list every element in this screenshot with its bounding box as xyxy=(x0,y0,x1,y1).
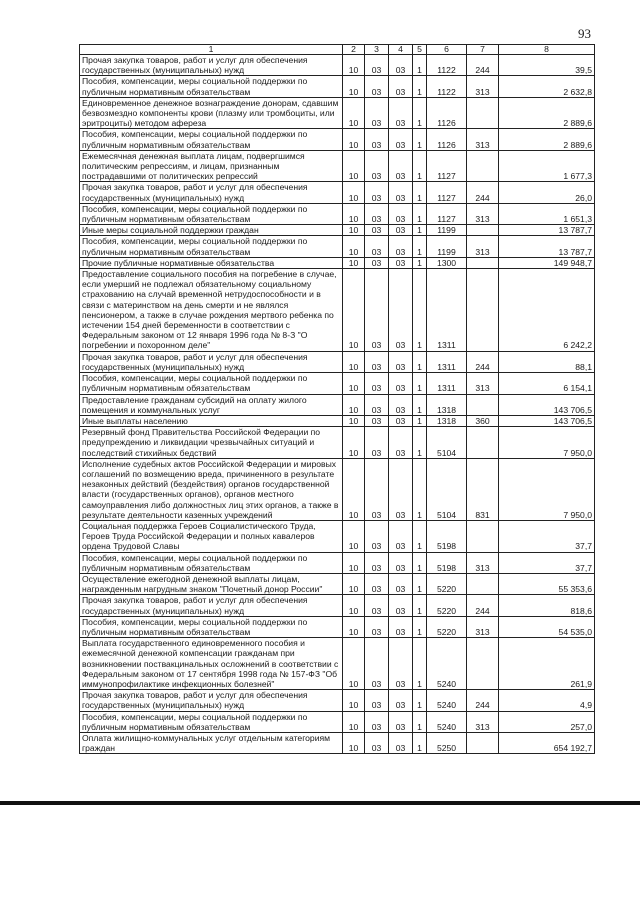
target-article-cell: 5198 xyxy=(427,552,467,573)
expense-type-cell: 244 xyxy=(467,690,499,711)
section-code-cell: 10 xyxy=(343,182,365,203)
row-name-cell: Пособия, компенсации, меры социальной поддержки по публичным нормативным обязательствам xyxy=(80,203,343,224)
section-code-cell: 10 xyxy=(343,616,365,637)
amount-cell: 54 535,0 xyxy=(499,616,595,637)
target-article-cell: 1127 xyxy=(427,203,467,224)
table-row xyxy=(80,595,595,616)
target-article-cell: 1127 xyxy=(427,150,467,182)
expense-type-cell: 313 xyxy=(467,203,499,224)
table-row xyxy=(80,616,595,637)
target-article-cell: 1126 xyxy=(427,97,467,129)
table-row xyxy=(80,733,595,754)
table-row xyxy=(80,520,595,552)
amount-cell: 55 353,6 xyxy=(499,573,595,594)
target-article-cell: 1311 xyxy=(427,351,467,372)
subprogram-code-cell: 1 xyxy=(413,552,427,573)
section-code-cell: 10 xyxy=(343,269,365,352)
amount-cell: 149 948,7 xyxy=(499,257,595,268)
expense-type-cell: 244 xyxy=(467,182,499,203)
table-row xyxy=(80,236,595,257)
subsection-code-cell: 03 xyxy=(365,394,389,415)
table-row xyxy=(80,97,595,129)
section-code-cell: 10 xyxy=(343,55,365,76)
program-code-cell: 03 xyxy=(389,182,413,203)
expense-type-cell: 244 xyxy=(467,351,499,372)
expense-type-cell xyxy=(467,394,499,415)
table-row xyxy=(80,711,595,732)
row-name-cell: Ежемесячная денежная выплата лицам, подвергшимся политическим репрессиям, и лицам, признанным пострадавшими от политических репрессий xyxy=(80,150,343,182)
target-article-cell: 1199 xyxy=(427,236,467,257)
program-code-cell: 03 xyxy=(389,520,413,552)
table-row xyxy=(80,638,595,690)
subprogram-code-cell: 1 xyxy=(413,458,427,520)
page-number: 93 xyxy=(578,26,591,41)
amount-cell: 37,7 xyxy=(499,520,595,552)
program-code-cell: 03 xyxy=(389,129,413,150)
expense-type-cell xyxy=(467,150,499,182)
amount-cell: 2 889,6 xyxy=(499,97,595,129)
subprogram-code-cell: 1 xyxy=(413,373,427,394)
row-name-cell: Пособия, компенсации, меры социальной поддержки по публичным нормативным обязательствам xyxy=(80,552,343,573)
table-row xyxy=(80,129,595,150)
amount-cell: 261,9 xyxy=(499,638,595,690)
row-name-cell: Резервный фонд Правительства Российской Федерации по предупреждению и ликвидации чрезвычайных ситуаций и последствий стихийных бедствий xyxy=(80,427,343,459)
table-row xyxy=(80,394,595,415)
table-row xyxy=(80,225,595,236)
header-cell: 2 xyxy=(343,45,365,55)
row-name-cell: Выплата государственного единовременного пособия и ежемесячной денежной компенсации гражданам при возникновении поствакцинальных осложнений в соответствии с Федеральным законом от 17 сентября 1998 года № 157-ФЗ "Об иммунопрофилактике инфекционных болезней" xyxy=(80,638,343,690)
table-row xyxy=(80,373,595,394)
amount-cell: 257,0 xyxy=(499,711,595,732)
subprogram-code-cell: 1 xyxy=(413,203,427,224)
section-code-cell: 10 xyxy=(343,394,365,415)
program-code-cell: 03 xyxy=(389,427,413,459)
table-row xyxy=(80,257,595,268)
amount-cell: 6 242,2 xyxy=(499,269,595,352)
subprogram-code-cell: 1 xyxy=(413,616,427,637)
expense-type-cell: 313 xyxy=(467,76,499,97)
row-name-cell: Прочая закупка товаров, работ и услуг для обеспечения государственных (муниципальных) нужд xyxy=(80,55,343,76)
target-article-cell: 1318 xyxy=(427,415,467,426)
expense-type-cell: 831 xyxy=(467,458,499,520)
subsection-code-cell: 03 xyxy=(365,76,389,97)
subprogram-code-cell: 1 xyxy=(413,182,427,203)
section-code-cell: 10 xyxy=(343,458,365,520)
program-code-cell: 03 xyxy=(389,236,413,257)
target-article-cell: 1126 xyxy=(427,129,467,150)
subsection-code-cell: 03 xyxy=(365,203,389,224)
subsection-code-cell: 03 xyxy=(365,415,389,426)
subsection-code-cell: 03 xyxy=(365,269,389,352)
section-code-cell: 10 xyxy=(343,150,365,182)
row-name-cell: Прочие публичные нормативные обязательства xyxy=(80,257,343,268)
row-name-cell: Предоставление социального пособия на погребение в случае, если умерший не подлежал обязательному социальному страхованию на случай временной нетрудоспособности и в связи с материнством на день смерти и не являлся пенсионером, а также в случае рождения мертвого ребенка по истечении 154 дней беременности в соответствии с Федеральным законом от 12 января 1996 года № 8-З "О погребении и похоронном деле" xyxy=(80,269,343,352)
amount-cell: 6 154,1 xyxy=(499,373,595,394)
program-code-cell: 03 xyxy=(389,225,413,236)
program-code-cell: 03 xyxy=(389,373,413,394)
budget-table xyxy=(79,44,595,754)
target-article-cell: 5104 xyxy=(427,458,467,520)
target-article-cell: 1122 xyxy=(427,55,467,76)
row-name-cell: Осуществление ежегодной денежной выплаты лицам, награжденным нагрудным знаком "Почетный донор России" xyxy=(80,573,343,594)
expense-type-cell: 244 xyxy=(467,55,499,76)
program-code-cell: 03 xyxy=(389,269,413,352)
expense-type-cell xyxy=(467,427,499,459)
subsection-code-cell: 03 xyxy=(365,97,389,129)
subprogram-code-cell: 1 xyxy=(413,394,427,415)
expense-type-cell xyxy=(467,225,499,236)
subprogram-code-cell: 1 xyxy=(413,236,427,257)
program-code-cell: 03 xyxy=(389,552,413,573)
row-name-cell: Пособия, компенсации, меры социальной поддержки по публичным нормативным обязательствам xyxy=(80,616,343,637)
expense-type-cell xyxy=(467,638,499,690)
section-code-cell: 10 xyxy=(343,351,365,372)
row-name-cell: Пособия, компенсации, меры социальной поддержки по публичным нормативным обязательствам xyxy=(80,373,343,394)
section-code-cell: 10 xyxy=(343,711,365,732)
row-name-cell: Иные выплаты населению xyxy=(80,415,343,426)
subprogram-code-cell: 1 xyxy=(413,711,427,732)
row-name-cell: Пособия, компенсации, меры социальной поддержки по публичным нормативным обязательствам xyxy=(80,76,343,97)
subsection-code-cell: 03 xyxy=(365,225,389,236)
subprogram-code-cell: 1 xyxy=(413,225,427,236)
subprogram-code-cell: 1 xyxy=(413,257,427,268)
amount-cell: 37,7 xyxy=(499,552,595,573)
section-code-cell: 10 xyxy=(343,236,365,257)
subprogram-code-cell: 1 xyxy=(413,573,427,594)
table-row xyxy=(80,203,595,224)
section-code-cell: 10 xyxy=(343,638,365,690)
target-article-cell: 1199 xyxy=(427,225,467,236)
header-cell: 8 xyxy=(499,45,595,55)
header-cell: 1 xyxy=(80,45,343,55)
target-article-cell: 1300 xyxy=(427,257,467,268)
header-cell: 3 xyxy=(365,45,389,55)
subprogram-code-cell: 1 xyxy=(413,55,427,76)
row-name-cell: Оплата жилищно-коммунальных услуг отдельным категориям граждан xyxy=(80,733,343,754)
target-article-cell: 5240 xyxy=(427,638,467,690)
amount-cell: 818,6 xyxy=(499,595,595,616)
header-cell: 5 xyxy=(413,45,427,55)
section-code-cell: 10 xyxy=(343,520,365,552)
subsection-code-cell: 03 xyxy=(365,373,389,394)
amount-cell: 2 889,6 xyxy=(499,129,595,150)
program-code-cell: 03 xyxy=(389,616,413,637)
subprogram-code-cell: 1 xyxy=(413,520,427,552)
section-code-cell: 10 xyxy=(343,97,365,129)
expense-type-cell xyxy=(467,573,499,594)
subsection-code-cell: 03 xyxy=(365,236,389,257)
section-code-cell: 10 xyxy=(343,427,365,459)
program-code-cell: 03 xyxy=(389,573,413,594)
table-row xyxy=(80,55,595,76)
target-article-cell: 5220 xyxy=(427,616,467,637)
program-code-cell: 03 xyxy=(389,711,413,732)
section-code-cell: 10 xyxy=(343,373,365,394)
subprogram-code-cell: 1 xyxy=(413,595,427,616)
subsection-code-cell: 03 xyxy=(365,616,389,637)
table-row xyxy=(80,182,595,203)
row-name-cell: Пособия, компенсации, меры социальной поддержки по публичным нормативным обязательствам xyxy=(80,129,343,150)
subprogram-code-cell: 1 xyxy=(413,97,427,129)
table-row xyxy=(80,552,595,573)
amount-cell: 1 677,3 xyxy=(499,150,595,182)
amount-cell: 1 651,3 xyxy=(499,203,595,224)
row-name-cell: Прочая закупка товаров, работ и услуг для обеспечения государственных (муниципальных) нужд xyxy=(80,351,343,372)
subprogram-code-cell: 1 xyxy=(413,415,427,426)
row-name-cell: Предоставление гражданам субсидий на оплату жилого помещения и коммунальных услуг xyxy=(80,394,343,415)
section-code-cell: 10 xyxy=(343,257,365,268)
amount-cell: 13 787,7 xyxy=(499,225,595,236)
amount-cell: 654 192,7 xyxy=(499,733,595,754)
program-code-cell: 03 xyxy=(389,76,413,97)
subprogram-code-cell: 1 xyxy=(413,76,427,97)
row-name-cell: Единовременное денежное вознаграждение донорам, сдавшим безвозмездно компоненты крови (плазму или тромбоциты, или эритроциты) методом афереза xyxy=(80,97,343,129)
subsection-code-cell: 03 xyxy=(365,733,389,754)
expense-type-cell: 313 xyxy=(467,616,499,637)
program-code-cell: 03 xyxy=(389,150,413,182)
header-cell: 4 xyxy=(389,45,413,55)
program-code-cell: 03 xyxy=(389,690,413,711)
section-code-cell: 10 xyxy=(343,129,365,150)
subprogram-code-cell: 1 xyxy=(413,269,427,352)
subsection-code-cell: 03 xyxy=(365,351,389,372)
table-row xyxy=(80,458,595,520)
subprogram-code-cell: 1 xyxy=(413,427,427,459)
expense-type-cell: 313 xyxy=(467,373,499,394)
subsection-code-cell: 03 xyxy=(365,595,389,616)
expense-type-cell: 313 xyxy=(467,711,499,732)
program-code-cell: 03 xyxy=(389,55,413,76)
header-cell: 6 xyxy=(427,45,467,55)
amount-cell: 4,9 xyxy=(499,690,595,711)
table-row xyxy=(80,76,595,97)
row-name-cell: Иные меры социальной поддержки граждан xyxy=(80,225,343,236)
target-article-cell: 1122 xyxy=(427,76,467,97)
target-article-cell: 1318 xyxy=(427,394,467,415)
target-article-cell: 5198 xyxy=(427,520,467,552)
row-name-cell: Прочая закупка товаров, работ и услуг для обеспечения государственных (муниципальных) нужд xyxy=(80,595,343,616)
section-code-cell: 10 xyxy=(343,76,365,97)
table-row xyxy=(80,269,595,352)
section-code-cell: 10 xyxy=(343,552,365,573)
row-name-cell: Прочая закупка товаров, работ и услуг для обеспечения государственных (муниципальных) нужд xyxy=(80,690,343,711)
target-article-cell: 5240 xyxy=(427,711,467,732)
subsection-code-cell: 03 xyxy=(365,150,389,182)
subsection-code-cell: 03 xyxy=(365,711,389,732)
subsection-code-cell: 03 xyxy=(365,458,389,520)
target-article-cell: 1127 xyxy=(427,182,467,203)
program-code-cell: 03 xyxy=(389,394,413,415)
section-code-cell: 10 xyxy=(343,203,365,224)
subsection-code-cell: 03 xyxy=(365,690,389,711)
subsection-code-cell: 03 xyxy=(365,182,389,203)
table-row xyxy=(80,415,595,426)
amount-cell: 13 787,7 xyxy=(499,236,595,257)
program-code-cell: 03 xyxy=(389,638,413,690)
program-code-cell: 03 xyxy=(389,733,413,754)
amount-cell: 143 706,5 xyxy=(499,394,595,415)
target-article-cell: 1311 xyxy=(427,373,467,394)
amount-cell: 2 632,8 xyxy=(499,76,595,97)
section-code-cell: 10 xyxy=(343,690,365,711)
subsection-code-cell: 03 xyxy=(365,573,389,594)
section-code-cell: 10 xyxy=(343,573,365,594)
expense-type-cell xyxy=(467,733,499,754)
program-code-cell: 03 xyxy=(389,97,413,129)
subsection-code-cell: 03 xyxy=(365,427,389,459)
program-code-cell: 03 xyxy=(389,257,413,268)
target-article-cell: 5250 xyxy=(427,733,467,754)
target-article-cell: 5240 xyxy=(427,690,467,711)
header-row xyxy=(80,45,595,55)
program-code-cell: 03 xyxy=(389,203,413,224)
row-name-cell: Пособия, компенсации, меры социальной поддержки по публичным нормативным обязательствам xyxy=(80,236,343,257)
target-article-cell: 1311 xyxy=(427,269,467,352)
subprogram-code-cell: 1 xyxy=(413,129,427,150)
expense-type-cell xyxy=(467,269,499,352)
header-cell: 7 xyxy=(467,45,499,55)
row-name-cell: Пособия, компенсации, меры социальной поддержки по публичным нормативным обязательствам xyxy=(80,711,343,732)
target-article-cell: 5220 xyxy=(427,595,467,616)
target-article-cell: 5220 xyxy=(427,573,467,594)
subsection-code-cell: 03 xyxy=(365,520,389,552)
row-name-cell: Социальная поддержка Героев Социалистического Труда, Героев Труда Российской Федерации и полных кавалеров ордена Трудовой Славы xyxy=(80,520,343,552)
amount-cell: 26,0 xyxy=(499,182,595,203)
subsection-code-cell: 03 xyxy=(365,257,389,268)
program-code-cell: 03 xyxy=(389,595,413,616)
table-row xyxy=(80,690,595,711)
amount-cell: 88,1 xyxy=(499,351,595,372)
section-code-cell: 10 xyxy=(343,595,365,616)
amount-cell: 7 950,0 xyxy=(499,427,595,459)
program-code-cell: 03 xyxy=(389,351,413,372)
subprogram-code-cell: 1 xyxy=(413,638,427,690)
expense-type-cell xyxy=(467,97,499,129)
expense-type-cell: 244 xyxy=(467,595,499,616)
subprogram-code-cell: 1 xyxy=(413,150,427,182)
section-code-cell: 10 xyxy=(343,415,365,426)
bottom-divider xyxy=(0,801,640,805)
subprogram-code-cell: 1 xyxy=(413,690,427,711)
amount-cell: 7 950,0 xyxy=(499,458,595,520)
expense-type-cell: 360 xyxy=(467,415,499,426)
row-name-cell: Прочая закупка товаров, работ и услуг для обеспечения государственных (муниципальных) нужд xyxy=(80,182,343,203)
table-row xyxy=(80,351,595,372)
expense-type-cell xyxy=(467,257,499,268)
subsection-code-cell: 03 xyxy=(365,129,389,150)
program-code-cell: 03 xyxy=(389,415,413,426)
program-code-cell: 03 xyxy=(389,458,413,520)
target-article-cell: 5104 xyxy=(427,427,467,459)
section-code-cell: 10 xyxy=(343,225,365,236)
table-row xyxy=(80,427,595,459)
expense-type-cell: 313 xyxy=(467,236,499,257)
subprogram-code-cell: 1 xyxy=(413,351,427,372)
expense-type-cell: 313 xyxy=(467,552,499,573)
section-code-cell: 10 xyxy=(343,733,365,754)
amount-cell: 143 706,5 xyxy=(499,415,595,426)
subprogram-code-cell: 1 xyxy=(413,733,427,754)
subsection-code-cell: 03 xyxy=(365,552,389,573)
expense-type-cell: 313 xyxy=(467,129,499,150)
subsection-code-cell: 03 xyxy=(365,638,389,690)
table-row xyxy=(80,150,595,182)
subsection-code-cell: 03 xyxy=(365,55,389,76)
table-row xyxy=(80,573,595,594)
row-name-cell: Исполнение судебных актов Российской Федерации и мировых соглашений по возмещению вреда, причиненного в результате незаконных действий (бездействия) органов государственной власти (государственных органов), органов местного самоуправления либо должностных лиц этих органов, а также в результате деятельности казенных учреждений xyxy=(80,458,343,520)
amount-cell: 39,5 xyxy=(499,55,595,76)
expense-type-cell xyxy=(467,520,499,552)
